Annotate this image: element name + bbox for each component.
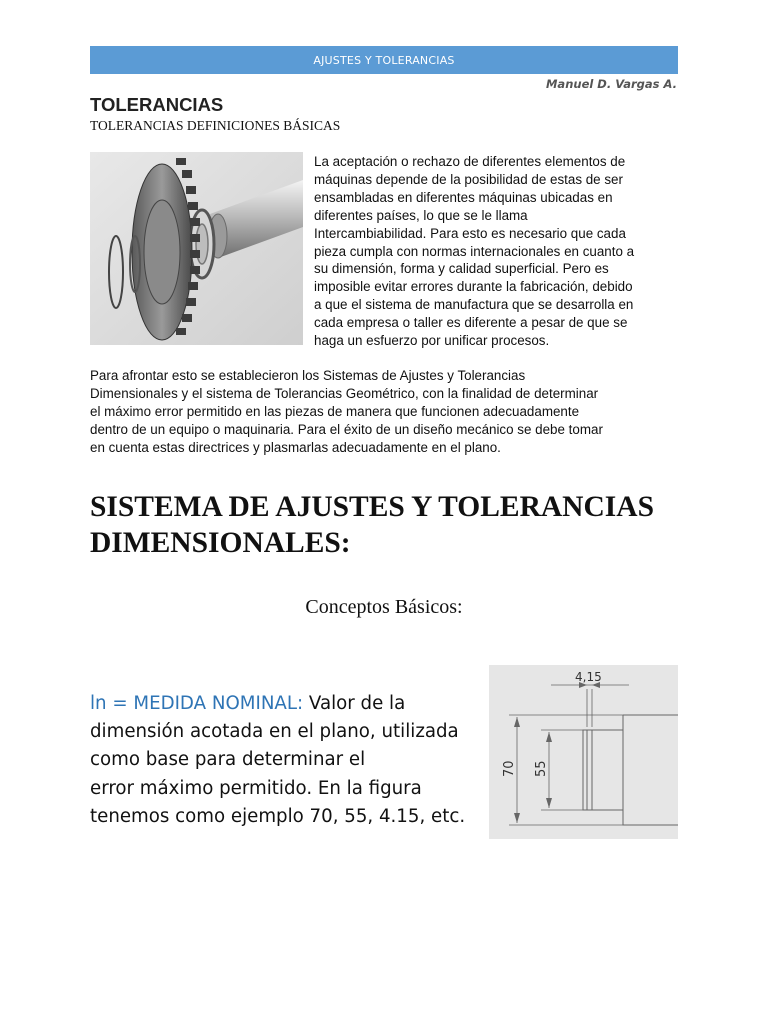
intro-line: imposible evitar errores durante la fabricación, debido (314, 279, 633, 295)
dimension-drawing (489, 665, 678, 839)
section-title: TOLERANCIAS (90, 94, 224, 115)
definition-line: error máximo permitido. En la figura (90, 777, 422, 799)
body-line: el máximo error permitido en las piezas de manera que funcionen adecuadamente (90, 403, 580, 419)
intro-line: Intercambiabilidad. Para esto es necesario que cada (314, 225, 626, 241)
header-title: AJUSTES Y TOLERANCIAS (313, 53, 455, 67)
definition-line: tenemos como ejemplo 70, 55, 4.15, etc. (90, 805, 466, 827)
heading-line: DIMENSIONALES: (90, 527, 351, 559)
intro-line: cada empresa o taller es diferente a pesar de que se (314, 315, 628, 331)
author-name: Manuel D. Vargas A. (545, 77, 677, 91)
body-paragraph (90, 367, 685, 457)
body-line: dentro de un equipo o maquinaria. Para el éxito de un diseño mecánico se debe tomar (90, 421, 603, 437)
definition-block (90, 690, 480, 831)
body-line: Para afrontar esto se establecieron los Sistemas de Ajustes y Tolerancias (90, 368, 526, 383)
dim-label-inner: 55 (534, 760, 549, 777)
main-section-heading (90, 489, 690, 561)
body-line: Dimensionales y el sistema de Tolerancias Geométrico, con la finalidad de determinar (90, 385, 599, 401)
gear-assembly-icon (90, 152, 303, 345)
intro-paragraph (314, 153, 680, 350)
definition-text: Valor de la (303, 693, 406, 714)
document-header-bar (90, 46, 678, 74)
intro-line: su dimensión, forma y calidad superficial. Pero es (314, 261, 609, 277)
section-subtitle: TOLERANCIAS DEFINICIONES BÁSICAS (90, 118, 341, 133)
intro-line: La aceptación o rechazo de diferentes elementos de (314, 154, 626, 169)
intro-line: ensambladas en diferentes máquinas ubicadas en (314, 189, 613, 205)
intro-line: máquinas depende de la posibilidad de estas de ser (314, 171, 623, 187)
gear-shaft-illustration (90, 152, 303, 345)
definition-line: dimensión acotada en el plano, utilizada (90, 721, 459, 743)
intro-line: a que el sistema de manufactura que se desarrolla en (314, 297, 634, 313)
heading-line: SISTEMA DE AJUSTES Y TOLERANCIAS (90, 491, 654, 523)
dimension-drawing-svg (489, 665, 678, 839)
definition-line: como base para determinar el (90, 749, 366, 771)
dim-label-top: 4,15 (575, 670, 602, 684)
concepts-title: Conceptos Básicos: (305, 596, 463, 618)
definition-first-line (90, 690, 480, 718)
intro-line: diferentes países, lo que se le llama (314, 207, 528, 223)
intro-line: haga un esfuerzo por unificar procesos. (314, 333, 550, 349)
body-line: en cuenta estas directrices y plasmarlas adecuadamente en el plano. (90, 439, 501, 455)
dim-label-outer: 70 (502, 760, 517, 777)
intro-line: pieza cumpla con normas internacionales en cuanto a (314, 243, 635, 259)
definition-term: ln = MEDIDA NOMINAL: (90, 693, 304, 714)
